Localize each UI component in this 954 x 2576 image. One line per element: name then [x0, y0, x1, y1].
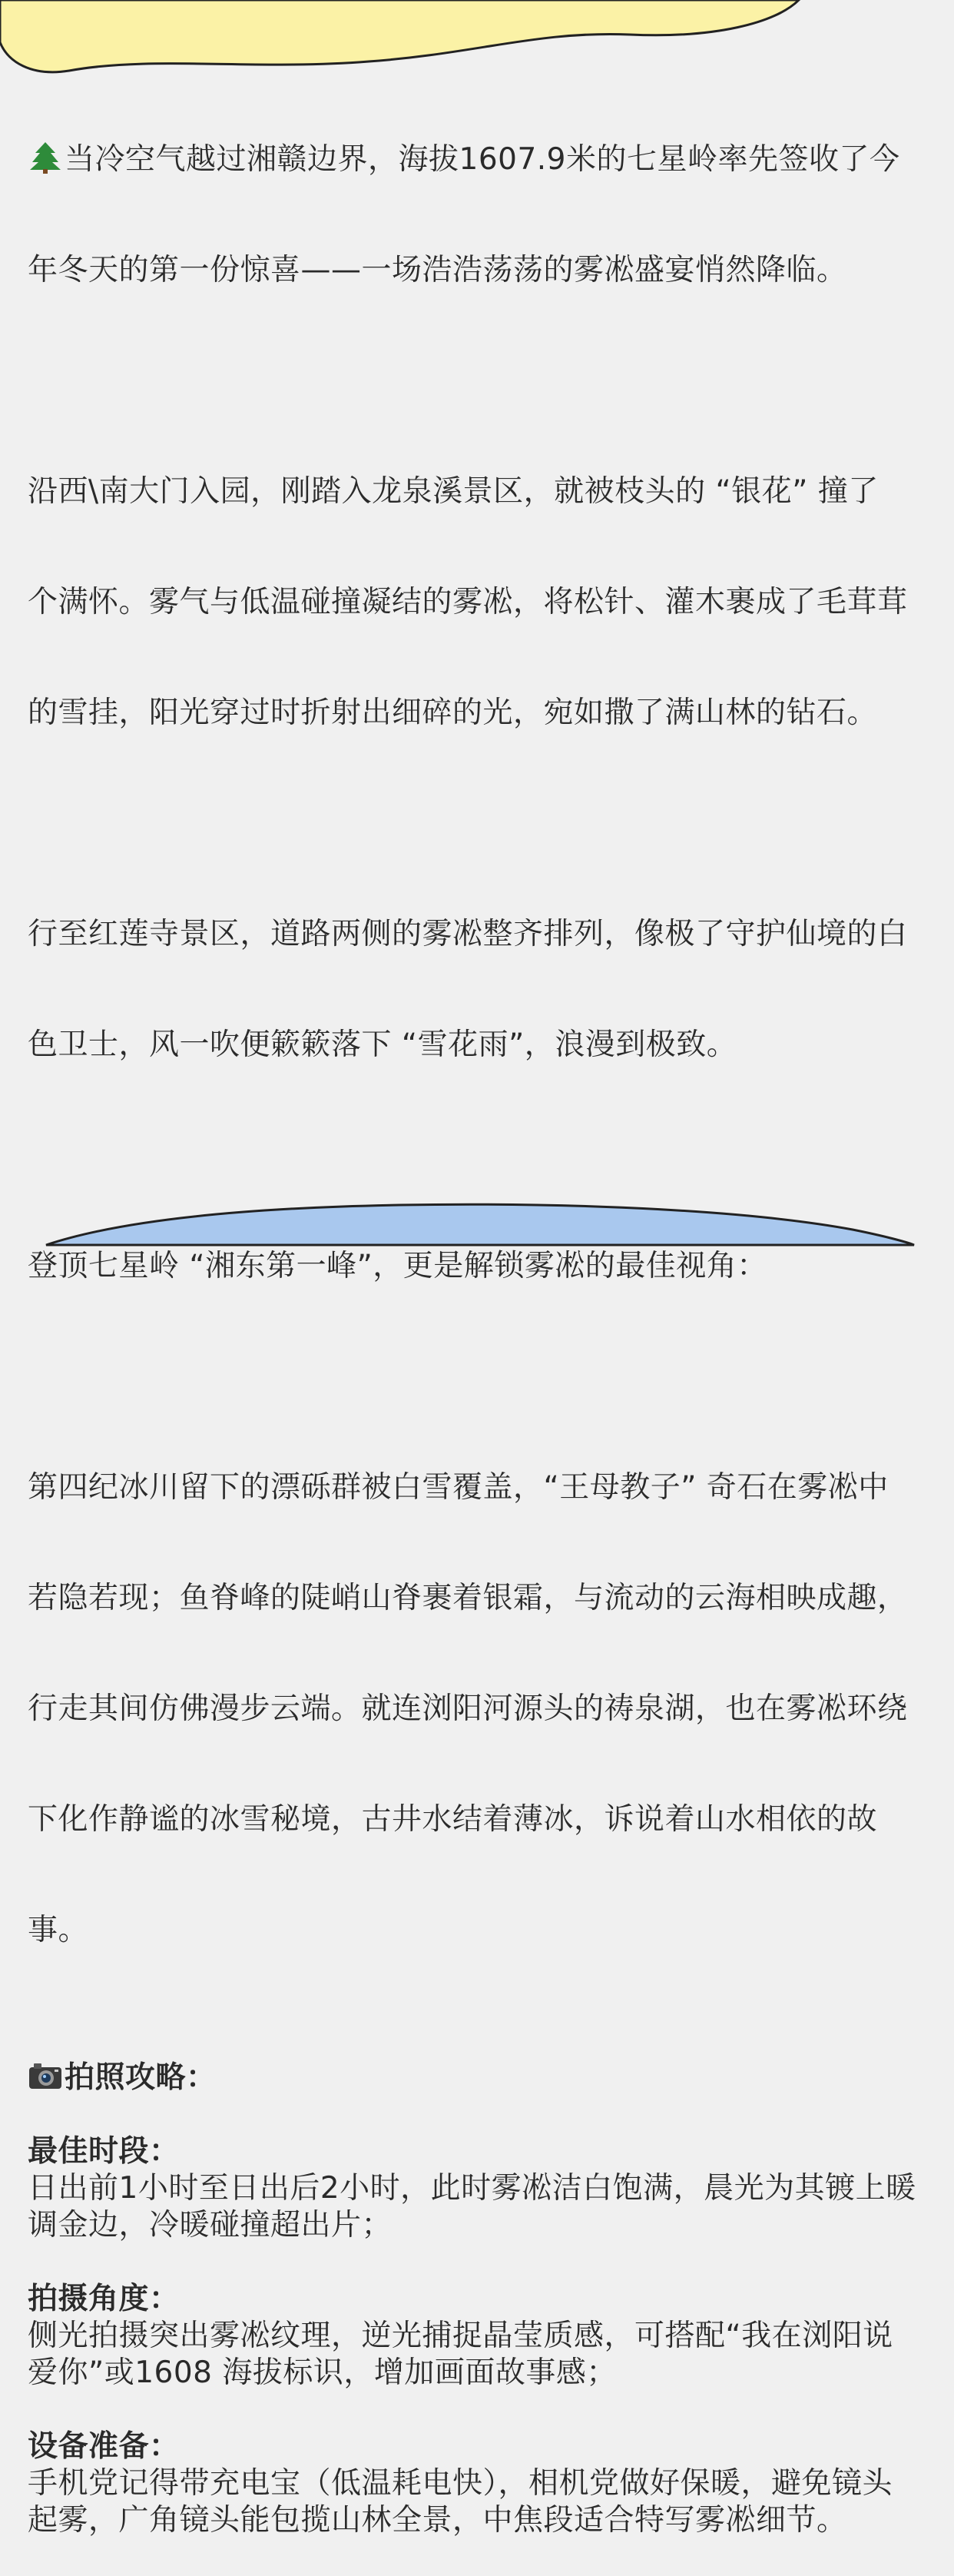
para5-line-5: 事。 [28, 1913, 89, 1947]
para2-line-2: 个满怀。雾气与低温碰撞凝结的雾凇，将松针、灌木裹成了毛茸茸 [28, 585, 908, 619]
tip-line: 调金边，冷暖碰撞超出片； [28, 2208, 393, 2242]
intro-line-1: 当冷空气越过湘赣边界，海拔1607.9米的七星岭率先签收了今 [65, 142, 900, 177]
paragraph-glacier [28, 1396, 928, 2023]
tip-best-time [28, 2133, 928, 2244]
tip-shooting-angle [28, 2281, 928, 2392]
paragraph-south-gate [28, 400, 928, 805]
para3-line-2: 色卫士，风一吹便簌簌落下 “雪花雨”，浪漫到极致。 [28, 1027, 737, 1062]
article-body [28, 68, 928, 2576]
top-wave-decoration [0, 0, 954, 77]
intro-line-2: 年冬天的第一份惊喜——一场浩浩荡荡的雾凇盛宴悄然降临。 [28, 253, 847, 287]
tip-line: 起雾，广角镜头能包揽山林全景，中焦段适合特写雾凇细节。 [28, 2503, 847, 2538]
para2-line-1: 沿西\南大门入园，刚踏入龙泉溪景区，就被枝头的 “银花” 撞了 [28, 474, 879, 509]
tip-line: 爱你”或1608 海拔标识，增加画面故事感； [28, 2355, 617, 2390]
para4-line-1: 登顶七星岭 “湘东第一峰”，更是解锁雾凇的最佳视角： [28, 1249, 767, 1283]
tip-heading: 设备准备： [28, 2429, 180, 2464]
paragraph-honglian-temple [28, 842, 928, 1137]
camera-icon [28, 2060, 63, 2092]
photo-guide-title [28, 2060, 928, 2096]
para5-line-4: 下化作静谧的冰雪秘境，古井水结着薄冰，诉说着山水相依的故 [28, 1802, 878, 1837]
para3-line-1: 行至红莲寺景区，道路两侧的雾凇整齐排列，像极了守护仙境的白 [28, 917, 908, 951]
para5-line-2: 若隐若现；鱼脊峰的陡峭山脊裹着银霜，与流动的云海相映成趣， [28, 1581, 908, 1615]
para5-line-3: 行走其间仿佛漫步云端。就连浏阳河源头的祷泉湖，也在雾凇环绕 [28, 1691, 908, 1726]
tip-heading: 最佳时段： [28, 2134, 180, 2169]
intro-paragraph [28, 68, 928, 363]
evergreen-tree-icon [28, 141, 63, 174]
para5-line-1: 第四纪冰川留下的漂砾群被白雪覆盖，“王母教子” 奇石在雾凇中 [28, 1470, 889, 1505]
tip-line: 侧光拍摄突出雾凇纹理，逆光捕捉晶莹质感，可搭配“我在浏阳说 [28, 2319, 893, 2353]
para2-line-3: 的雪挂，阳光穿过时折射出细碎的光，宛如撒了满山林的钻石。 [28, 695, 878, 730]
paragraph-summit [28, 1174, 928, 1359]
tip-line: 日出前1小时至日出后2小时，此时雾凇洁白饱满，晨光为其镀上暖 [28, 2171, 916, 2206]
tip-equipment [28, 2428, 928, 2539]
tip-line: 手机党记得带充电宝（低温耗电快），相机党做好保暖，避免镜头 [28, 2466, 893, 2501]
tip-heading: 拍摄角度： [28, 2282, 180, 2316]
photo-guide-title-text: 拍照攻略： [65, 2060, 217, 2095]
